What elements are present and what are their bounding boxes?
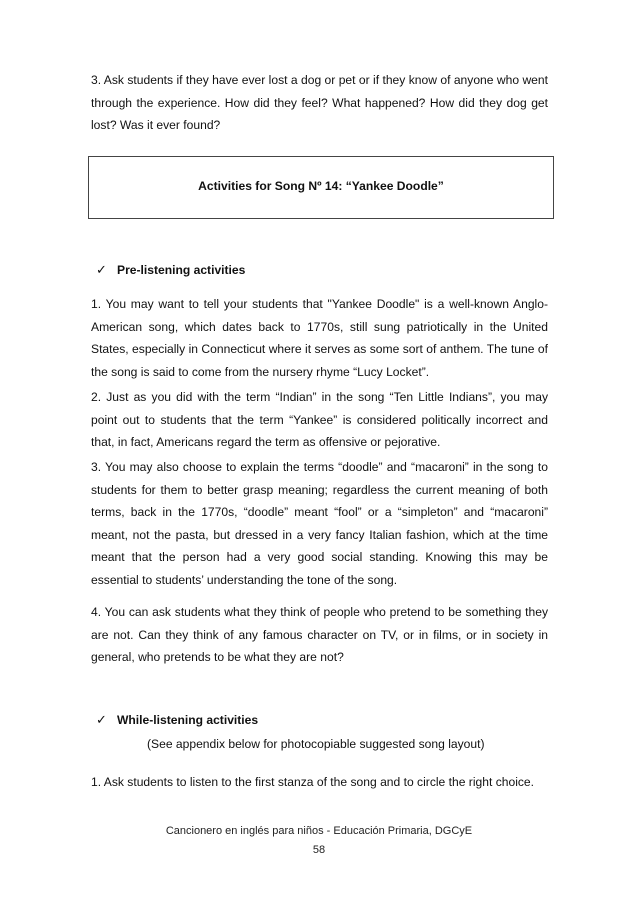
checkmark-icon: ✓ xyxy=(96,262,107,277)
footer-text: Cancionero en inglés para niños - Educación Primaria, DGCyE xyxy=(165,825,473,837)
pre-listening-item-4: 4. You can ask students what they think of people who pretend to be something they are not. Can they think of any famous character on TV, or in films, or in society in general, who pretends to be what they are not? xyxy=(91,605,548,664)
pre-listening-item-2: 2. Just as you did with the term “Indian” in the song “Ten Little Indians”, you may point out to students that the term “Yankee” is considered politically incorrect and that, in fact, Americans regard the term as offensive or pejorative. xyxy=(91,390,548,449)
pre-listening-item-1: 1. You may want to tell your students that "Yankee Doodle" is a well-known Anglo-American song, which dates back to 1770s, still sung patriotically in the United States, especially in Connecticut where it serves as some sort of anthem. The tune of the song is said to come from the nursery rhyme “Lucy Locket”. xyxy=(91,297,548,379)
activity-title-box xyxy=(88,156,554,219)
pre-listening-heading xyxy=(96,262,245,278)
while-listening-note: (See appendix below for photocopiable suggested song layout) xyxy=(147,737,485,751)
pre-listening-heading-label: Pre-listening activities xyxy=(117,263,246,277)
pre-listening-item-3: 3. You may also choose to explain the terms “doodle” and “macaroni” in the song to students for them to better grasp meaning; regardless the current meaning of both terms, back in the 1770s, “doodle” meant “fool” or a “simpleton” and “macaroni” meant, not the pasta, but dressed in a very fancy Italian fashion, which at the time meant that the person had a very good social standing. Knowing this may be essential to students’ understanding the tone of the song. xyxy=(91,460,548,587)
while-listening-heading-label: While-listening activities xyxy=(117,713,259,727)
activity-title: Activities for Song Nº 14: “Yankee Doodle” xyxy=(198,179,444,193)
while-listening-heading xyxy=(96,712,258,728)
page-number: 58 xyxy=(312,844,326,856)
while-listening-item-1: 1. Ask students to listen to the first stanza of the song and to circle the right choice. xyxy=(91,775,535,789)
intro-paragraph: 3. Ask students if they have ever lost a dog or pet or if they know of anyone who went through the experience. How did they feel? What happened? How did they dog get lost? Was it ever found? xyxy=(91,73,548,132)
checkmark-icon: ✓ xyxy=(96,712,107,727)
